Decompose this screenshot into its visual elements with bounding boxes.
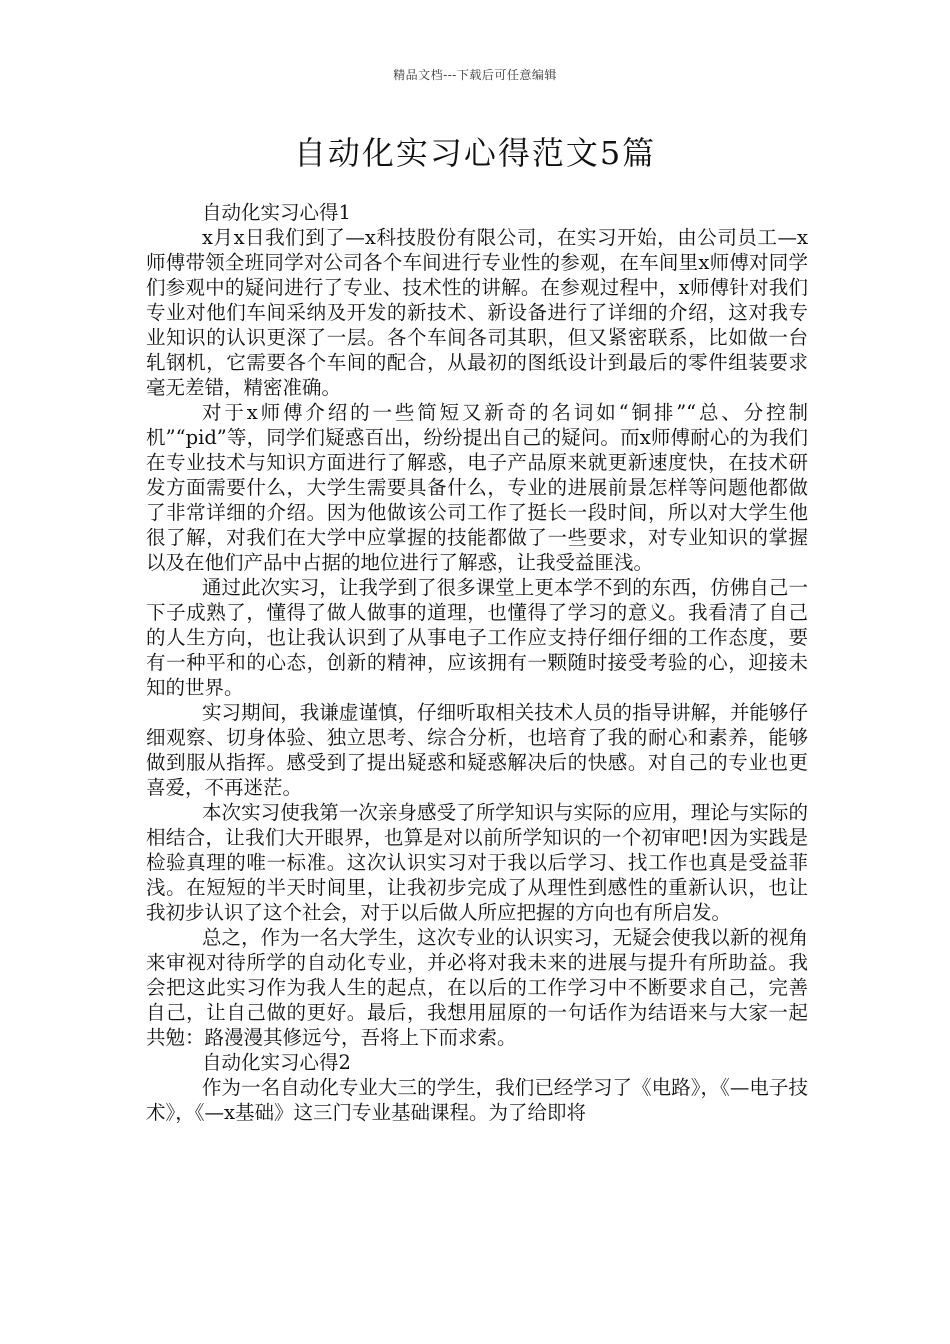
paragraph: 总之，作为一名大学生，这次专业的认识实习，无疑会使我以新的视角来审视对待所学的自动化专业，并必将对我未来的进展与提升有所助益。我会把这此实习作为我人生的起点，在以后的工作学习中不断要求自己，完善自己，让自己做的更好。最后，我想用屈原的一句话作为结语来与大家一起共勉：路漫漫其修远兮，吾将上下而求索。 [146, 926, 808, 1049]
header-note: 精品文档---下载后可任意编辑 [393, 68, 557, 82]
paragraph: x月x日我们到了—x科技股份有限公司，在实习开始，由公司员工—x师傅带领全班同学对公司各个车间进行专业性的参观，在车间里x师傅对同学们参观中的疑问进行了专业、技术性的讲解。在参观过程中，x师傅针对我们专业对他们车间采纳及开发的新技术、新设备进行了详细的介绍，这对我专业知识的认识更深了一层。各个车间各司其职，但又紧密联系，比如做一台轧钢机，它需要各个车间的配合，从最初的图纸设计到最后的零件组装要求毫无差错，精密准确。 [146, 226, 808, 399]
section-heading: 自动化实习心得2 [202, 1051, 351, 1074]
paragraph: 作为一名自动化专业大三的学生，我们已经学习了《电路》，《—电子技术》，《—x基础》这三门专业基础课程。为了给即将 [146, 1076, 808, 1124]
document-body [146, 200, 808, 1125]
document-title: 自动化实习心得范文5篇 [293, 134, 657, 172]
paragraph: 通过此次实习，让我学到了很多课堂上更本学不到的东西，仿佛自己一下子成熟了，懂得了做人做事的道理，也懂得了学习的意义。我看清了自己的人生方向，也让我认识到了从事电子工作应支持仔细仔细的工作态度，要有一种平和的心态，创新的精神，应该拥有一颗随时接受考验的心，迎接未知的世界。 [146, 576, 808, 699]
paragraph: 对于x师傅介绍的一些简短又新奇的名词如“铜排”“总、分控制机”“pid”等，同学们疑惑百出，纷纷提出自己的疑问。而x师傅耐心的为我们在专业技术与知识方面进行了解惑，电子产品原来就更新速度快，在技术研发方面需要什么，大学生需要具备什么，专业的进展前景怎样等问题他都做了非常详细的介绍。因为他做该公司工作了挺长一段时间，所以对大学生他很了解，对我们在大学中应掌握的技能都做了一些要求，对专业知识的掌握以及在他们产品中占据的地位进行了解惑，让我受益匪浅。 [146, 401, 808, 574]
section-heading: 自动化实习心得1 [202, 201, 351, 224]
paragraph: 本次实习使我第一次亲身感受了所学知识与实际的应用，理论与实际的相结合，让我们大开眼界，也算是对以前所学知识的一个初审吧!因为实践是检验真理的唯一标准。这次认识实习对于我以后学习、找工作也真是受益菲浅。在短短的半天时间里，让我初步完成了从理性到感性的重新认识，也让我初步认识了这个社会，对于以后做人所应把握的方向也有所启发。 [146, 801, 808, 924]
paragraph: 实习期间，我谦虚谨慎，仔细听取相关技术人员的指导讲解，并能够仔细观察、切身体验、独立思考、综合分析，也培育了我的耐心和素养，能够做到服从指挥。感受到了提出疑惑和疑惑解决后的快感。对自己的专业也更喜爱，不再迷茫。 [146, 701, 808, 799]
